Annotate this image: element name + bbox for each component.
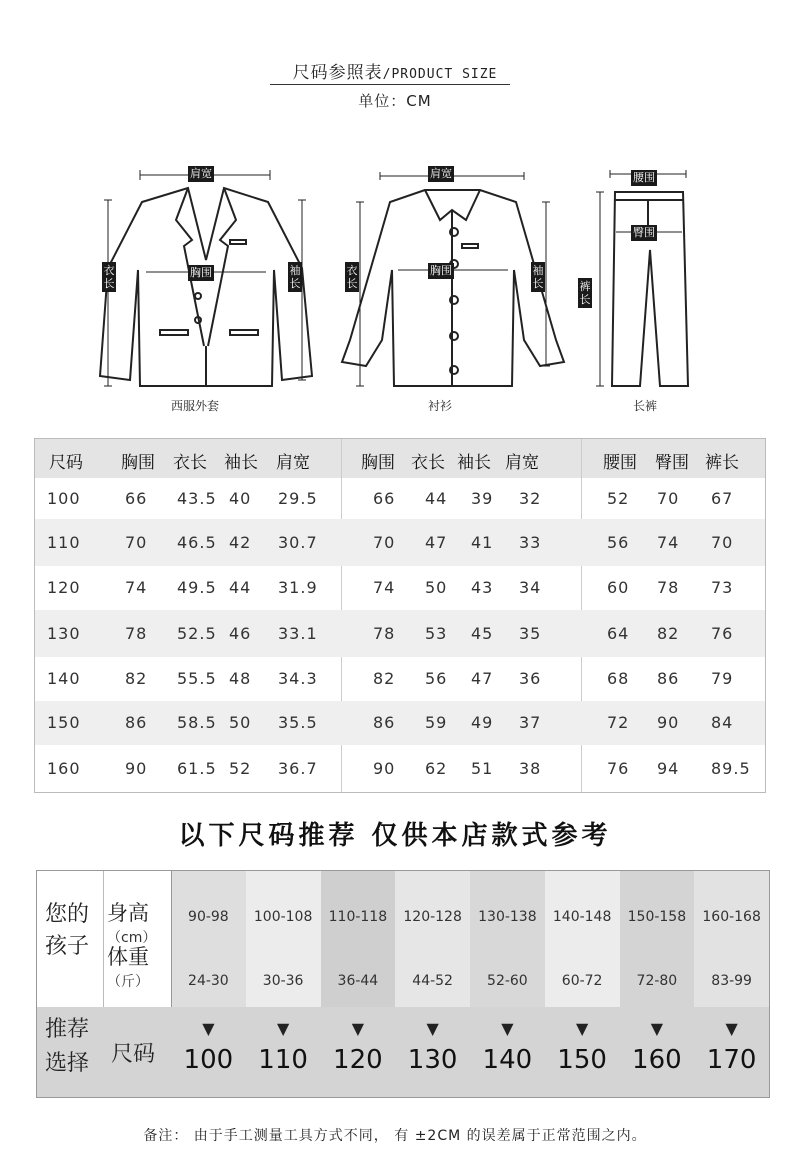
height-label: 身高: [107, 901, 149, 925]
table-row: [35, 566, 765, 610]
cell-shirt-length: 53: [425, 624, 448, 643]
header-jacket-shoulder: 肩宽: [276, 453, 310, 473]
jacket-sleeve-text: 袖长: [289, 264, 301, 290]
cell-pants-waist: 68: [607, 669, 630, 688]
cell-size: 120: [47, 578, 81, 597]
cell-shirt-length: 50: [425, 578, 448, 597]
height-range: 150-158: [627, 909, 687, 925]
title-underline: [270, 84, 510, 85]
height-range: 130-138: [478, 909, 537, 925]
down-arrow-icon: ▼: [575, 1019, 589, 1038]
down-arrow-icon: ▼: [650, 1019, 664, 1038]
cell-jacket-sleeve: 44: [229, 578, 252, 597]
table-row: [35, 478, 765, 519]
weight-range: 72-80: [636, 973, 678, 989]
down-arrow-icon: ▼: [276, 1019, 290, 1038]
header-jacket-length: 衣长: [173, 453, 207, 473]
height-range: 160-168: [702, 909, 761, 925]
cell-shirt-chest: 78: [373, 624, 396, 643]
size-table: [34, 438, 766, 793]
table-row: [35, 610, 765, 657]
cell-jacket-chest: 86: [125, 713, 148, 732]
header-pants-length: 裤长: [705, 453, 739, 473]
down-arrow-icon: ▼: [351, 1019, 365, 1038]
cell-jacket-sleeve: 40: [229, 489, 252, 508]
cell-shirt-shoulder: 33: [519, 533, 542, 552]
jacket-sleeve-tag: [288, 262, 302, 292]
pants-length-tag: [578, 278, 592, 308]
jacket-label: 西服外套: [170, 399, 219, 413]
cell-jacket-length: 55.5: [177, 669, 217, 688]
cell-shirt-chest: 86: [373, 713, 396, 732]
cell-jacket-length: 43.5: [177, 489, 217, 508]
recommend-divider: [171, 871, 172, 1007]
table-row: [35, 745, 765, 792]
shirt-length-text: 衣长: [346, 264, 358, 290]
cell-jacket-sleeve: 46: [229, 624, 252, 643]
cell-pants-waist: 60: [607, 578, 630, 597]
recommend-divider: [103, 871, 104, 1007]
cell-pants-length: 79: [711, 669, 734, 688]
cell-shirt-length: 56: [425, 669, 448, 688]
cell-jacket-chest: 78: [125, 624, 148, 643]
cell-pants-hip: 70: [657, 489, 680, 508]
cell-jacket-shoulder: 29.5: [278, 489, 318, 508]
cell-jacket-shoulder: 31.9: [278, 578, 318, 597]
cell-shirt-sleeve: 49: [471, 713, 494, 732]
header-shirt-chest: 胸围: [361, 453, 395, 473]
page-title: [0, 58, 790, 83]
cell-shirt-sleeve: 39: [471, 489, 494, 508]
recommended-size: 130: [407, 1045, 458, 1075]
cell-shirt-sleeve: 45: [471, 624, 494, 643]
weight-range: 44-52: [412, 973, 453, 989]
weight-label: 体重: [107, 945, 149, 969]
cell-pants-waist: 64: [607, 624, 630, 643]
recommend-title: 以下尺码推荐 仅供本店款式参考: [178, 821, 612, 851]
weight-range: 36-44: [337, 973, 379, 989]
cell-shirt-shoulder: 36: [519, 669, 542, 688]
shirt-length-tag: [345, 262, 359, 292]
garment-drawings: [80, 140, 760, 400]
shirt-sleeve-text: 袖长: [532, 264, 544, 290]
cell-shirt-shoulder: 32: [519, 489, 542, 508]
cell-size: 150: [47, 713, 81, 732]
cell-jacket-length: 49.5: [177, 578, 217, 597]
size-label: 尺码: [111, 1042, 156, 1067]
header-shirt-length: 衣长: [411, 453, 445, 473]
child-label-line1: 您的: [45, 902, 90, 927]
recommended-size: 140: [482, 1045, 533, 1075]
recommended-size: 100: [183, 1045, 234, 1075]
cell-shirt-sleeve: 43: [471, 578, 494, 597]
cell-shirt-chest: 90: [373, 759, 396, 778]
garment-diagrams: [80, 140, 760, 420]
child-label: [45, 901, 89, 961]
cell-pants-hip: 82: [657, 624, 680, 643]
height-range: 100-108: [253, 909, 313, 925]
pick-label: [45, 1013, 89, 1081]
cell-jacket-shoulder: 36.7: [278, 759, 318, 778]
recommend-table: [36, 870, 770, 1098]
cell-shirt-length: 62: [425, 759, 448, 778]
cell-shirt-shoulder: 38: [519, 759, 542, 778]
table-row: [35, 519, 765, 566]
cell-jacket-chest: 90: [125, 759, 148, 778]
cell-jacket-shoulder: 35.5: [278, 713, 318, 732]
title-english: /PRODUCT SIZE: [382, 67, 498, 82]
cell-jacket-length: 58.5: [177, 713, 217, 732]
cell-jacket-shoulder: 34.3: [278, 669, 318, 688]
header-size: 尺码: [49, 453, 83, 473]
cell-pants-hip: 78: [657, 578, 680, 597]
table-row: [35, 657, 765, 701]
recommended-size: 110: [258, 1045, 308, 1075]
shirt-sleeve-tag: [531, 262, 545, 292]
jacket-shoulder-tag: 肩宽: [190, 167, 212, 180]
jacket-chest-tag: 胸围: [190, 266, 212, 279]
weight-range: 83-99: [711, 973, 752, 989]
header-pants-hip: 臀围: [655, 453, 689, 473]
height-range: 120-128: [403, 909, 462, 925]
weight-range: 52-60: [487, 973, 528, 989]
height-unit: （cm）: [107, 930, 157, 946]
down-arrow-icon: ▼: [725, 1019, 738, 1038]
recommended-size: 160: [632, 1045, 682, 1075]
cell-pants-hip: 74: [657, 533, 680, 552]
cell-pants-waist: 72: [607, 713, 630, 732]
cell-jacket-chest: 82: [125, 669, 148, 688]
cell-pants-length: 76: [711, 624, 734, 643]
header-jacket-sleeve: 袖长: [224, 453, 258, 473]
weight-unit: （斤）: [107, 974, 149, 990]
pants-waist-tag: 腰围: [633, 171, 655, 184]
cell-shirt-chest: 74: [373, 578, 396, 597]
down-arrow-icon: ▼: [202, 1019, 215, 1038]
recommended-size: 170: [706, 1045, 757, 1075]
pants-hip-tag: 臀围: [633, 226, 655, 239]
height-range: 140-148: [552, 909, 612, 925]
cell-shirt-length: 47: [425, 533, 448, 552]
shirt-label: 衬衫: [427, 399, 452, 413]
pick-label-line2: 选择: [45, 1051, 90, 1076]
cell-pants-waist: 76: [607, 759, 630, 778]
cell-shirt-length: 59: [425, 713, 448, 732]
weight-range: 30-36: [262, 973, 304, 989]
header-shirt-sleeve: 袖长: [457, 453, 491, 473]
cell-pants-length: 67: [711, 489, 734, 508]
recommended-size: 150: [557, 1045, 607, 1075]
cell-pants-hip: 86: [657, 669, 680, 688]
cell-jacket-length: 46.5: [177, 533, 217, 552]
cell-pants-waist: 56: [607, 533, 630, 552]
cell-shirt-sleeve: 47: [471, 669, 494, 688]
cell-size: 100: [47, 489, 81, 508]
shirt-shoulder-tag: 肩宽: [430, 167, 452, 180]
pants-length-text: 裤长: [579, 280, 591, 306]
height-range: 90-98: [188, 909, 229, 925]
cell-shirt-shoulder: 34: [519, 578, 542, 597]
title-chinese: 尺码参照表: [292, 63, 383, 83]
cell-shirt-sleeve: 51: [471, 759, 494, 778]
down-arrow-icon: ▼: [501, 1019, 514, 1038]
pants-label: 长裤: [632, 399, 657, 413]
cell-jacket-shoulder: 30.7: [278, 533, 318, 552]
cell-shirt-chest: 70: [373, 533, 396, 552]
cell-jacket-sleeve: 52: [229, 759, 252, 778]
cell-pants-length: 89.5: [711, 759, 751, 778]
cell-shirt-chest: 82: [373, 669, 396, 688]
pants-drawing: [596, 170, 688, 386]
cell-shirt-shoulder: 37: [519, 713, 542, 732]
weight-range: 24-30: [188, 973, 229, 989]
header-shirt-shoulder: 肩宽: [505, 453, 539, 473]
cell-pants-length: 84: [711, 713, 734, 732]
cell-shirt-chest: 66: [373, 489, 396, 508]
jacket-length-text: 衣长: [103, 264, 115, 290]
cell-size: 160: [47, 759, 81, 778]
footnote: 备注： 由于手工测量工具方式不同， 有 ±2CM 的误差属于正常范围之内。: [143, 1128, 647, 1144]
cell-shirt-sleeve: 41: [471, 533, 494, 552]
cell-jacket-length: 61.5: [177, 759, 217, 778]
cell-jacket-sleeve: 50: [229, 713, 252, 732]
cell-pants-waist: 52: [607, 489, 630, 508]
cell-pants-length: 73: [711, 578, 734, 597]
cell-jacket-length: 52.5: [177, 624, 217, 643]
cell-jacket-chest: 66: [125, 489, 148, 508]
weight-range: 60-72: [561, 973, 603, 989]
table-row: [35, 701, 765, 745]
cell-jacket-sleeve: 48: [229, 669, 252, 688]
jacket-length-tag: [102, 262, 116, 292]
cell-pants-length: 70: [711, 533, 734, 552]
cell-size: 130: [47, 624, 81, 643]
cell-jacket-sleeve: 42: [229, 533, 252, 552]
pick-label-line1: 推荐: [45, 1017, 90, 1042]
cell-jacket-chest: 70: [125, 533, 148, 552]
cell-size: 110: [47, 533, 81, 552]
header-jacket-chest: 胸围: [121, 453, 155, 473]
cell-pants-hip: 90: [657, 713, 680, 732]
header-pants-waist: 腰围: [603, 453, 637, 473]
down-arrow-icon: ▼: [426, 1019, 439, 1038]
height-range: 110-118: [328, 909, 388, 925]
cell-jacket-chest: 74: [125, 578, 148, 597]
cell-pants-hip: 94: [657, 759, 680, 778]
shirt-chest-tag: 胸围: [430, 264, 452, 277]
cell-jacket-shoulder: 33.1: [278, 624, 318, 643]
child-label-line2: 孩子: [45, 934, 90, 959]
cell-shirt-shoulder: 35: [519, 624, 542, 643]
cell-size: 140: [47, 669, 81, 688]
unit-label: 单位：CM: [358, 92, 432, 110]
recommended-size: 120: [333, 1045, 383, 1075]
cell-shirt-length: 44: [425, 489, 448, 508]
